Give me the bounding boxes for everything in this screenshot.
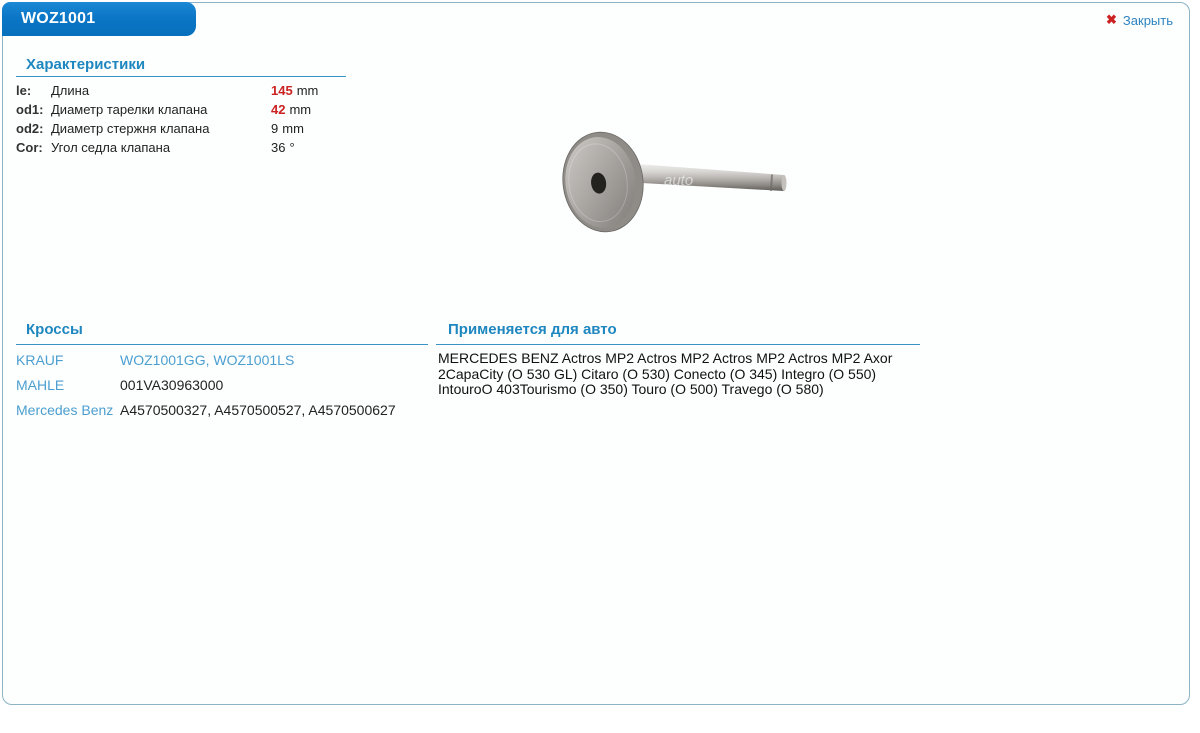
char-unit: mm — [289, 102, 312, 117]
cross-brand-link[interactable]: MAHLE — [16, 377, 65, 393]
char-code: Cor: — [16, 140, 43, 155]
engine-valve-illustration — [546, 119, 801, 239]
cross-row — [16, 348, 428, 373]
characteristic-row — [16, 100, 346, 119]
cross-brand-link[interactable]: Mercedes Benz — [16, 402, 114, 418]
char-name: Угол седла клапана — [51, 140, 171, 155]
close-button[interactable] — [1106, 12, 1173, 28]
char-name: Диаметр стержня клапана — [51, 121, 210, 136]
char-name: Диаметр тарелки клапана — [51, 102, 208, 117]
characteristic-row — [16, 119, 346, 138]
cross-row — [16, 373, 428, 398]
characteristics-section — [16, 56, 346, 157]
close-label[interactable]: Закрыть — [1122, 12, 1173, 28]
applications-section — [436, 321, 920, 398]
cross-numbers-link[interactable]: WOZ1001GG, WOZ1001LS — [120, 352, 295, 368]
char-name: Длина — [51, 83, 90, 98]
char-value: 36 — [271, 140, 286, 155]
crosses-table — [16, 348, 428, 423]
product-image-valve — [546, 119, 801, 239]
cross-numbers: 001VA30963000 — [120, 377, 224, 393]
characteristics-title: Характеристики — [16, 56, 346, 77]
char-code: od2: — [16, 121, 44, 136]
cross-row — [16, 398, 428, 423]
applications-text: MERCEDES BENZ Actros MP2 Actros MP2 Actros MP2 Actros MP2 Axor 2CapaCity (O 530 GL) Citaro (O 530) Conecto (O 345) Integro (O 550) IntouroO 403Tourismo (O 350) Touro (O 500) Travego (O 580) — [438, 350, 893, 397]
close-icon[interactable]: ✖ — [1106, 12, 1117, 27]
applications-title: Применяется для авто — [436, 321, 920, 345]
svg-text:auto: auto — [664, 172, 694, 189]
characteristics-table — [16, 81, 346, 157]
crosses-section — [16, 321, 428, 423]
cross-brand-link[interactable]: KRAUF — [16, 352, 64, 368]
part-number-label: WOZ1001 — [21, 10, 96, 27]
cross-numbers: A4570500327, A4570500527, A4570500627 — [120, 402, 396, 418]
char-unit: mm — [296, 83, 319, 98]
char-unit: mm — [282, 121, 304, 136]
char-value: 9 — [271, 121, 279, 136]
part-number-tab — [2, 2, 196, 36]
crosses-title: Кроссы — [16, 321, 428, 345]
char-code: le: — [16, 83, 32, 98]
char-value: 145 — [271, 83, 293, 98]
part-detail-panel — [2, 2, 1190, 705]
characteristic-row — [16, 138, 346, 157]
characteristic-row — [16, 81, 346, 100]
char-code: od1: — [16, 102, 44, 117]
char-value: 42 — [271, 102, 286, 117]
char-unit: ° — [289, 140, 295, 155]
